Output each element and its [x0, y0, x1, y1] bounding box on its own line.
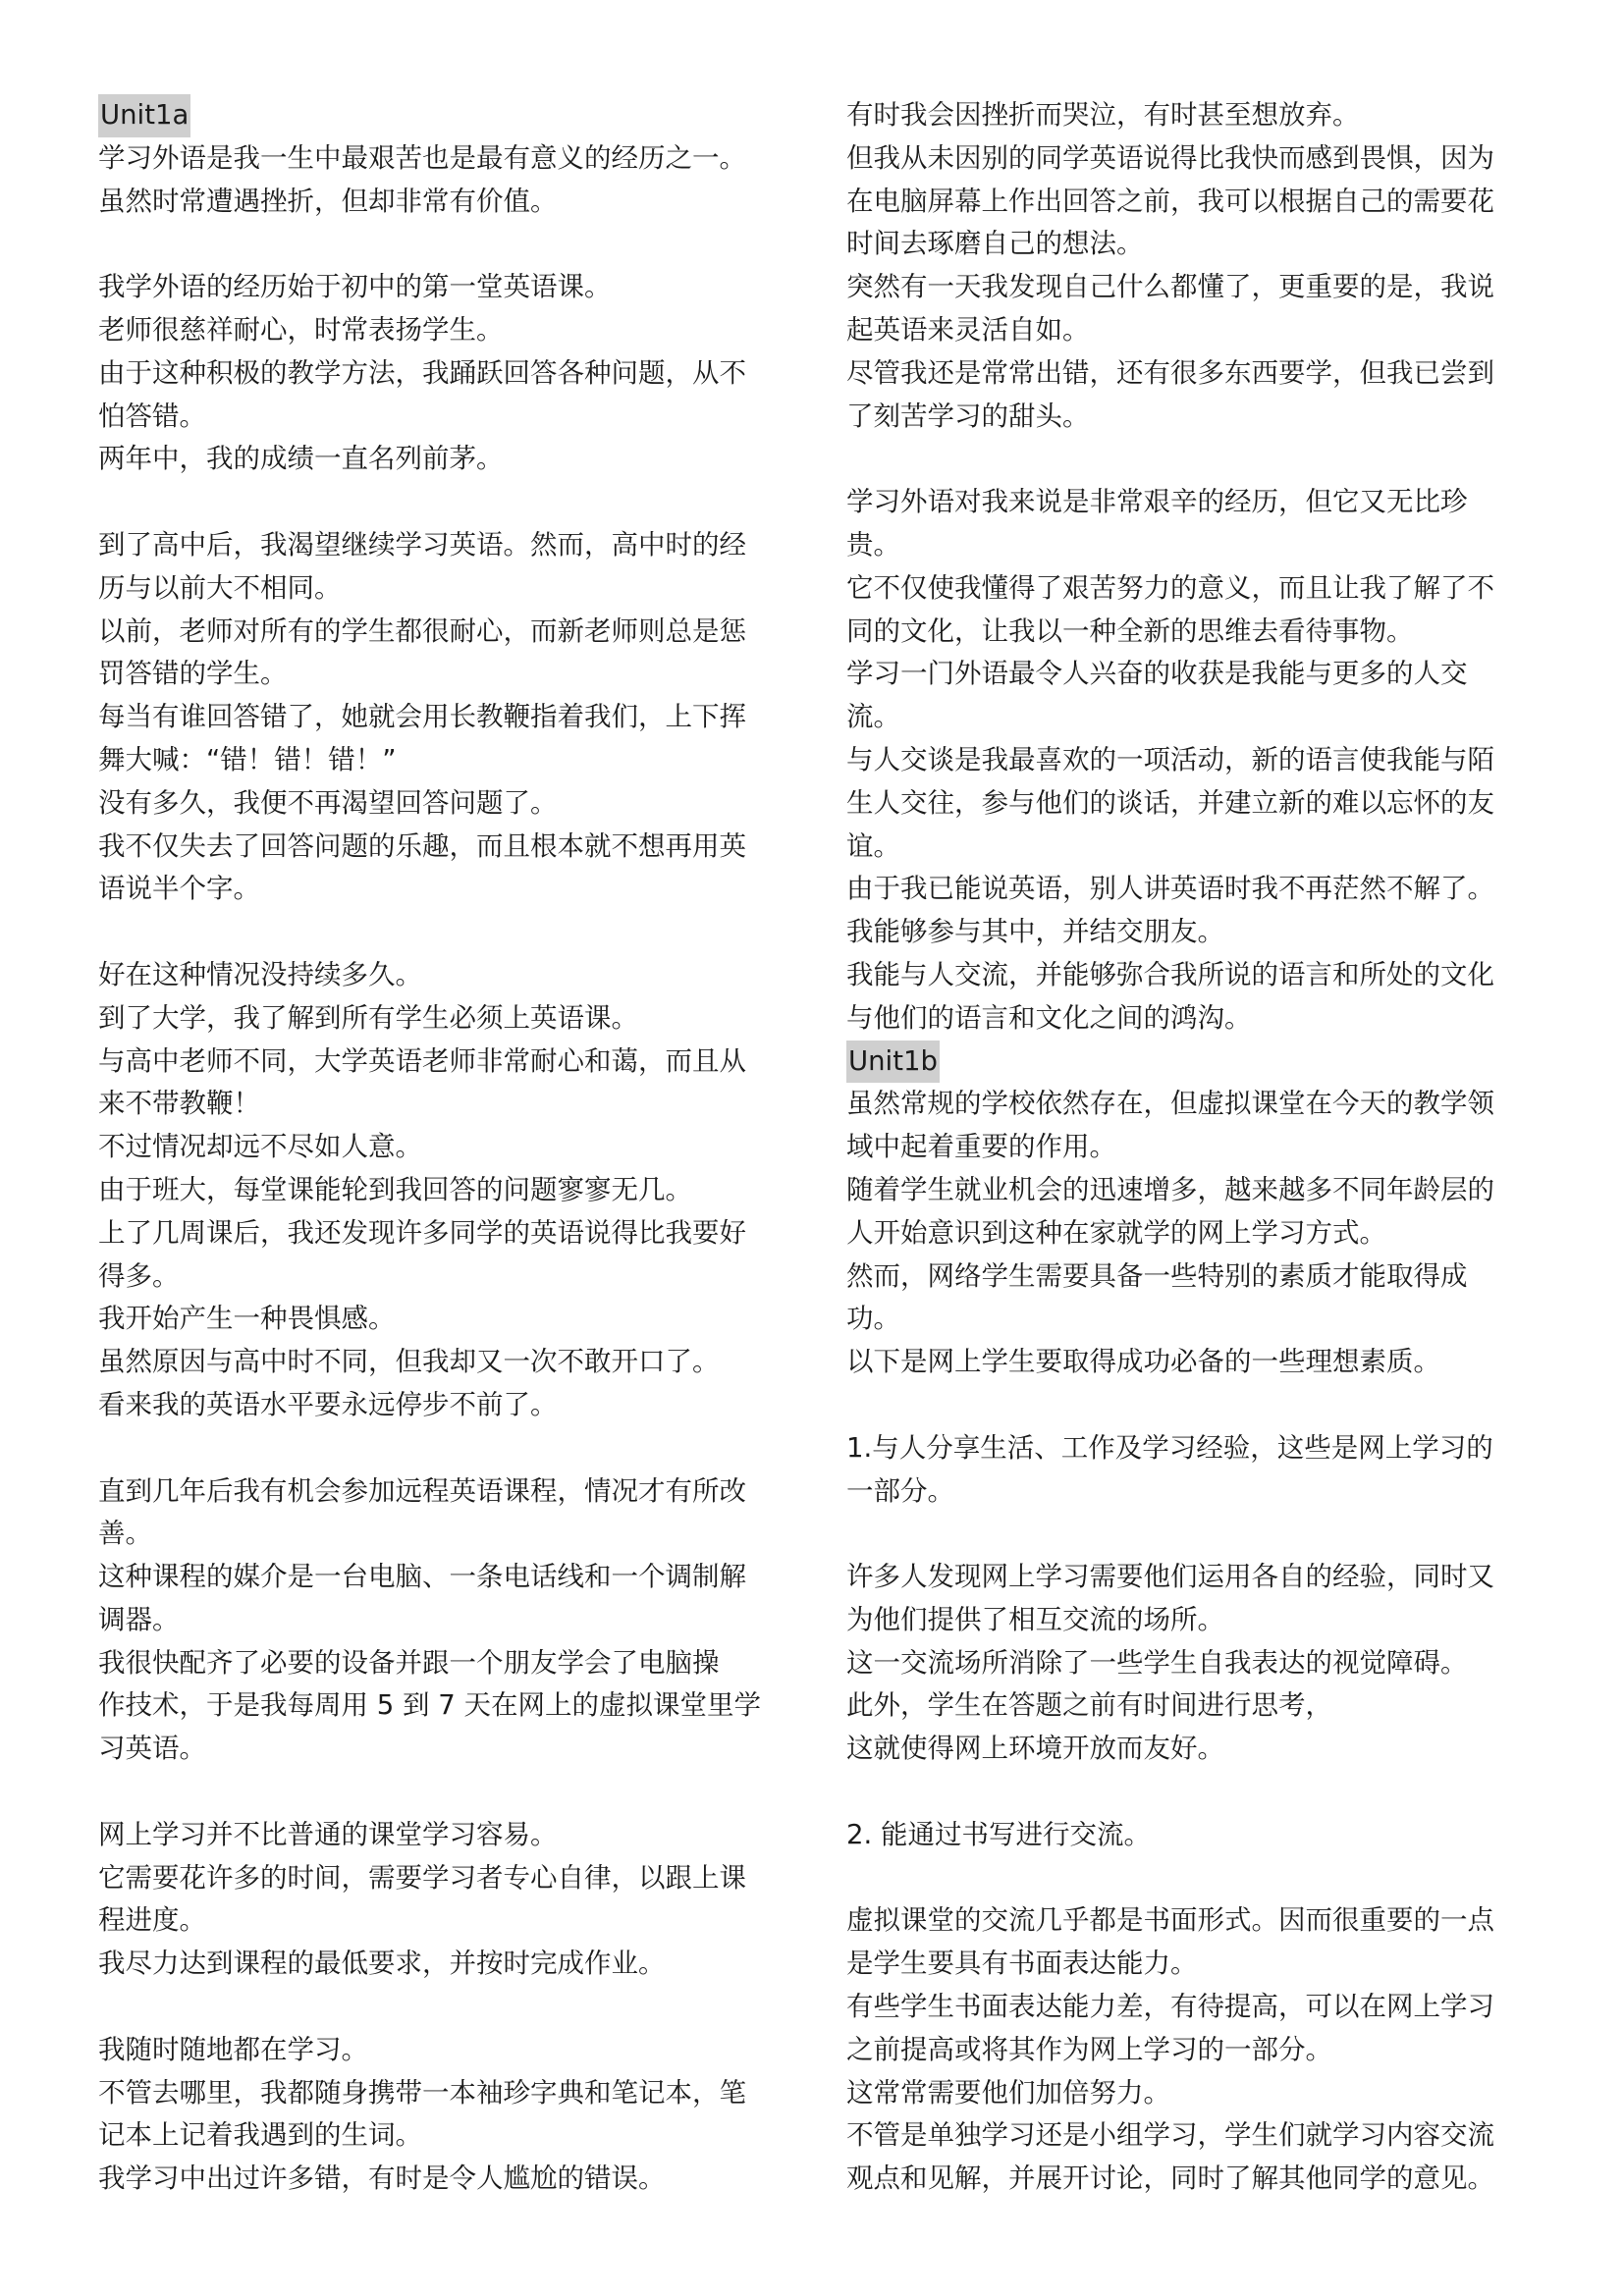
text-line: 不管去哪里，我都随身携带一本袖珍字典和笔记本，笔	[98, 2076, 746, 2109]
text-line: 我能与人交流，并能够弥合我所说的语言和所处的文化	[846, 958, 1494, 990]
text-line: 一部分。	[846, 1474, 954, 1507]
text-line: 历与以前大不相同。	[98, 571, 342, 604]
text-line: 功。	[846, 1303, 900, 1335]
text-line: 但我从未因别的同学英语说得比我快而感到畏惧，因为	[846, 141, 1494, 174]
paragraph-spacer	[98, 911, 797, 954]
paragraph-spacer	[846, 1513, 1545, 1556]
text-line: 调器。	[98, 1603, 180, 1635]
text-line: 罚答错的学生。	[98, 658, 288, 690]
text-line: 2. 能通过书写进行交流。	[846, 1818, 1151, 1850]
text-line: 到了大学，我了解到所有学生必须上英语课。	[98, 1001, 638, 1034]
text-line: 到了高中后，我渴望继续学习英语。然而，高中时的经	[98, 528, 746, 561]
paragraph-spacer	[98, 1986, 797, 2029]
text-line: 虽然时常遭遇挫折，但却非常有价值。	[98, 185, 558, 217]
paragraph-spacer	[846, 1771, 1545, 1814]
text-line: 人开始意识到这种在家就学的网上学习方式。	[846, 1216, 1386, 1249]
text-line: 由于这种积极的教学方法，我踊跃回答各种问题，从不	[98, 356, 746, 389]
text-line: 这常常需要他们加倍努力。	[846, 2076, 1170, 2109]
text-line: 善。	[98, 1518, 152, 1550]
text-line: 贵。	[846, 528, 900, 561]
paragraph-spacer	[98, 1427, 797, 1470]
text-line: 它需要花许多的时间，需要学习者专心自律，以跟上课	[98, 1861, 746, 1894]
text-line: 突然有一天我发现自己什么都懂了，更重要的是，我说	[846, 271, 1494, 303]
unit-heading	[98, 94, 797, 137]
unit-heading-label: Unit1a	[98, 94, 190, 137]
text-line: 我不仅失去了回答问题的乐趣，而且根本就不想再用英	[98, 829, 746, 862]
text-line: 虽然常规的学校依然存在，但虚拟课堂在今天的教学领	[846, 1088, 1494, 1120]
text-line: 以下是网上学生要取得成功必备的一些理想素质。	[846, 1346, 1440, 1378]
text-line: 由于班大，每堂课能轮到我回答的问题寥寥无几。	[98, 1173, 692, 1205]
text-line: 与人交谈是我最喜欢的一项活动，新的语言使我能与陌	[846, 743, 1494, 775]
text-line: 在电脑屏幕上作出回答之前，我可以根据自己的需要花	[846, 185, 1494, 217]
text-line: 每当有谁回答错了，她就会用长教鞭指着我们，上下挥	[98, 701, 746, 733]
text-line: 与他们的语言和文化之间的鸿沟。	[846, 1001, 1252, 1034]
text-line: 学习一门外语最令人兴奋的收获是我能与更多的人交	[846, 658, 1468, 690]
text-line: 我开始产生一种畏惧感。	[98, 1303, 396, 1335]
right-column	[846, 94, 1545, 2201]
text-line: 直到几年后我有机会参加远程英语课程，情况才有所改	[98, 1474, 746, 1507]
text-line: 没有多久，我便不再渴望回答问题了。	[98, 786, 558, 819]
text-line: 这一交流场所消除了一些学生自我表达的视觉障碍。	[846, 1646, 1468, 1679]
paragraph-spacer	[98, 481, 797, 524]
text-line: 不过情况却远不尽如人意。	[98, 1131, 422, 1163]
text-line: 我随时随地都在学习。	[98, 2033, 368, 2065]
text-line: 作技术，于是我每周用 5 到 7 天在网上的虚拟课堂里学	[98, 1689, 761, 1722]
text-line: 我能够参与其中，并结交朋友。	[846, 916, 1224, 948]
paragraph-spacer	[846, 1384, 1545, 1427]
text-line: 虚拟课堂的交流几乎都是书面形式。因而很重要的一点	[846, 1904, 1494, 1937]
paragraph-spacer	[98, 223, 797, 266]
text-line: 我学习中出过许多错，有时是令人尴尬的错误。	[98, 2163, 666, 2195]
text-line: 观点和见解，并展开讨论，同时了解其他同学的意见。	[846, 2163, 1494, 2195]
text-line: 上了几周课后，我还发现许多同学的英语说得比我要好	[98, 1216, 746, 1249]
text-line: 起英语来灵活自如。	[846, 313, 1090, 346]
text-line: 语说半个字。	[98, 873, 260, 905]
text-line: 了刻苦学习的甜头。	[846, 400, 1090, 432]
text-line: 我很快配齐了必要的设备并跟一个朋友学会了电脑操	[98, 1646, 720, 1679]
paragraph-spacer	[98, 1771, 797, 1814]
text-line: 两年中，我的成绩一直名列前茅。	[98, 443, 504, 475]
text-line: 我学外语的经历始于初中的第一堂英语课。	[98, 271, 612, 303]
text-line: 学习外语对我来说是非常艰辛的经历，但它又无比珍	[846, 486, 1468, 518]
text-line: 之前提高或将其作为网上学习的一部分。	[846, 2033, 1332, 2065]
paragraph-spacer	[846, 1857, 1545, 1900]
text-line: 由于我已能说英语，别人讲英语时我不再茫然不解了。	[846, 873, 1494, 905]
text-line: 好在这种情况没持续多久。	[98, 958, 422, 990]
text-line: 来不带教鞭！	[98, 1088, 260, 1120]
text-line: 尽管我还是常常出错，还有很多东西要学，但我已尝到	[846, 356, 1494, 389]
text-line: 许多人发现网上学习需要他们运用各自的经验，同时又	[846, 1561, 1494, 1593]
unit-heading-label: Unit1b	[846, 1041, 940, 1084]
text-line: 有时我会因挫折而哭泣，有时甚至想放弃。	[846, 99, 1360, 131]
text-line: 不管是单独学习还是小组学习，学生们就学习内容交流	[846, 2119, 1494, 2152]
text-line: 1.与人分享生活、工作及学习经验，这些是网上学习的	[846, 1431, 1493, 1464]
text-line: 记本上记着我遇到的生词。	[98, 2119, 422, 2152]
text-line: 域中起着重要的作用。	[846, 1131, 1116, 1163]
text-line: 它不仅使我懂得了艰苦努力的意义，而且让我了解了不	[846, 571, 1494, 604]
text-line: 同的文化，让我以一种全新的思维去看待事物。	[846, 614, 1414, 647]
text-line: 这种课程的媒介是一台电脑、一条电话线和一个调制解	[98, 1561, 746, 1593]
text-line: 老师很慈祥耐心，时常表扬学生。	[98, 313, 504, 346]
text-line: 流。	[846, 701, 900, 733]
text-line: 与高中老师不同，大学英语老师非常耐心和蔼，而且从	[98, 1044, 746, 1077]
text-line: 时间去琢磨自己的想法。	[846, 228, 1144, 260]
text-line: 此外，学生在答题之前有时间进行思考，	[846, 1689, 1332, 1722]
text-line: 学习外语是我一生中最艰苦也是最有意义的经历之一。	[98, 141, 746, 174]
text-line: 为他们提供了相互交流的场所。	[846, 1603, 1224, 1635]
text-line: 虽然原因与高中时不同，但我却又一次不敢开口了。	[98, 1346, 720, 1378]
paragraph-spacer	[846, 438, 1545, 481]
text-line: 是学生要具有书面表达能力。	[846, 1948, 1198, 1980]
text-line: 网上学习并不比普通的课堂学习容易。	[98, 1818, 558, 1850]
text-line: 随着学生就业机会的迅速增多，越来越多不同年龄层的	[846, 1173, 1494, 1205]
text-line: 程进度。	[98, 1904, 206, 1937]
text-line: 看来我的英语水平要永远停步不前了。	[98, 1388, 558, 1420]
text-line: 怕答错。	[98, 400, 206, 432]
text-line: 谊。	[846, 829, 900, 862]
text-line: 得多。	[98, 1259, 180, 1292]
left-column	[98, 94, 797, 2201]
text-line: 舞大喊：“错！错！错！”	[98, 743, 397, 775]
text-line: 习英语。	[98, 1733, 206, 1765]
text-line: 我尽力达到课程的最低要求，并按时完成作业。	[98, 1948, 666, 1980]
text-line: 这就使得网上环境开放而友好。	[846, 1733, 1224, 1765]
text-line: 生人交往，参与他们的谈话，并建立新的难以忘怀的友	[846, 786, 1494, 819]
unit-heading	[846, 1041, 1545, 1084]
text-line: 然而，网络学生需要具备一些特别的素质才能取得成	[846, 1259, 1468, 1292]
text-line: 以前，老师对所有的学生都很耐心，而新老师则总是惩	[98, 614, 746, 647]
text-line: 有些学生书面表达能力差，有待提高，可以在网上学习	[846, 1991, 1494, 2023]
